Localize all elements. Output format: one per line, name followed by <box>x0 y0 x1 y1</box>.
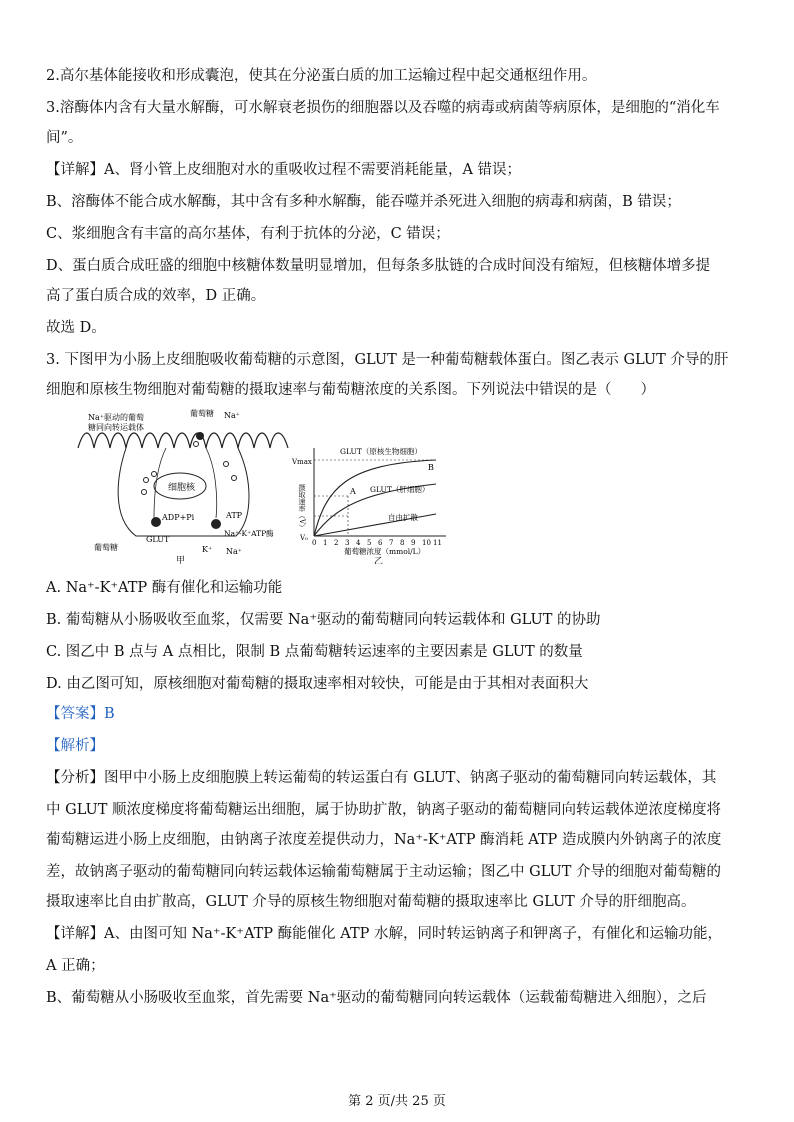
x-tick-label: 10 <box>422 539 431 547</box>
x-tick-label: 3 <box>345 539 350 547</box>
question-text: 细胞和原核生物细胞对葡萄糖的摄取速率与葡萄糖浓度的关系图。下列说法中错误的是（ ） <box>46 382 655 398</box>
text-line: 高了蛋白质合成的效率，D 正确。 <box>46 288 266 304</box>
x-tick-label: 1 <box>323 539 328 547</box>
option-c: C. 图乙中 B 点与 A 点相比，限制 B 点葡萄糖转运速率的主要因素是 GLUT 的数量 <box>46 644 583 660</box>
symporter-label-2: 糖同向转运载体 <box>88 423 144 432</box>
x-tick-label: 9 <box>411 539 416 547</box>
x-tick-label: 2 <box>334 539 339 547</box>
glucose-top-label: 葡萄糖 <box>190 409 214 418</box>
pump-label: Na⁺-K⁺ATP酶 <box>224 529 274 538</box>
adp-label: ADP+Pi <box>162 513 195 522</box>
text-line: C、浆细胞含有丰富的高尔基体，有利于抗体的分泌，C 错误； <box>46 226 450 242</box>
x-tick-label: 7 <box>389 539 394 547</box>
text-line: 【详解】A、肾小管上皮细胞对水的重吸收过程不需要消耗能量，A 错误； <box>46 162 522 178</box>
point-b-label: B <box>428 463 434 472</box>
curve-diffusion-label: 自由扩散 <box>388 513 418 522</box>
x-axis-label: 葡萄糖浓度（mmol/L） <box>344 547 426 556</box>
analysis-line: 摄取速率比自由扩散高，GLUT 介导的原核生物细胞对葡萄糖的摄取速率比 GLUT 介导的肝细胞高。 <box>46 894 696 910</box>
detail-line: 【详解】A、由图可知 Na⁺-K⁺ATP 酶能催化 ATP 水解，同时转运钠离子和钾离子，有催化和运输功能， <box>46 926 722 942</box>
text-line: 故选 D。 <box>46 320 106 336</box>
answer-heading: 【答案】B <box>46 706 115 722</box>
x-tick-label: 4 <box>356 539 361 547</box>
x-tick-label: 5 <box>367 539 372 547</box>
membrane-top <box>78 433 288 448</box>
symporter-label: Na⁺驱动的葡萄 <box>88 413 144 422</box>
text-line: 间”。 <box>46 130 83 146</box>
x-tick-label: 6 <box>378 539 383 547</box>
analysis-line: 中 GLUT 顺浓度梯度将葡萄糖运出细胞，属于协助扩散，钠离子驱动的葡萄糖同向转运载体逆浓度梯度将 <box>46 802 722 818</box>
atp-label: ATP <box>226 511 243 520</box>
point-a-label: A <box>350 487 356 496</box>
x-tick-label: 8 <box>400 539 405 547</box>
v0-label: V₀ <box>300 534 308 542</box>
figure-jia-yi <box>76 408 448 564</box>
nucleus-label: 细胞核 <box>168 483 196 493</box>
page-number: 第 2 页/共 25 页 <box>348 1094 446 1109</box>
pump-shape <box>211 519 221 529</box>
text-line: B、溶酶体不能合成水解酶，其中含有多种水解酶，能吞噬并杀死进入细胞的病毒和病菌，B 错误； <box>46 194 681 210</box>
analysis-line: 差，故钠离子驱动的葡萄糖同向转运载体运输葡萄糖属于主动运输；图乙中 GLUT 介导的细胞对葡萄糖的 <box>46 864 722 880</box>
vmax-label: Vmax <box>292 458 312 466</box>
option-a: A. Na⁺-K⁺ATP 酶有催化和运输功能 <box>46 580 283 596</box>
y-axis-label: 摄取速率（V） <box>298 484 306 532</box>
text-line: 3.溶酶体内含有大量水解酶，可水解衰老损伤的细胞器以及吞噬的病毒或病菌等病原体，是细胞的“消化车 <box>46 100 720 116</box>
detail-line: A 正确； <box>46 958 105 974</box>
analysis-line: 葡萄糖运进小肠上皮细胞，由钠离子浓度差提供动力，Na⁺-K⁺ATP 酶消耗 ATP 造成膜内外钠离子的浓度 <box>46 832 722 848</box>
glucose-bottom-label: 葡萄糖 <box>94 543 118 552</box>
symporter-shape <box>196 432 204 440</box>
analysis-heading: 【解析】 <box>46 738 104 754</box>
x-tick-label: 11 <box>433 539 442 547</box>
glut-shape <box>151 517 161 527</box>
curve-liver-label: GLUT（肝细胞） <box>370 485 430 494</box>
text-line: D、蛋白质合成旺盛的细胞中核糖体数量明显增加，但每条多肽链的合成时间没有缩短，但核糖体增多提 <box>46 258 711 274</box>
caption-yi: 乙 <box>374 557 384 564</box>
question-text: 3. 下图甲为小肠上皮细胞吸收葡萄糖的示意图，GLUT 是一种葡萄糖载体蛋白。图乙表示 GLUT 介导的肝 <box>46 352 729 368</box>
na-top-label: Na⁺ <box>224 411 240 420</box>
k-label: K⁺ <box>202 545 213 554</box>
glut-label: GLUT <box>146 535 170 544</box>
na-bottom-label: Na⁺ <box>226 547 242 556</box>
analysis-line: 【分析】图甲中小肠上皮细胞膜上转运葡萄的转运蛋白有 GLUT、钠离子驱动的葡萄糖同向转运载体，其 <box>46 770 717 786</box>
x-tick-label: 0 <box>312 539 317 547</box>
x-ticks <box>312 539 442 547</box>
text-line: 2.高尔基体能接收和形成囊泡，使其在分泌蛋白质的加工运输过程中起交通枢纽作用。 <box>46 68 597 84</box>
curve-prokaryote-label: GLUT（原核生物细胞） <box>340 447 422 456</box>
option-b: B. 葡萄糖从小肠吸收至血浆，仅需要 Na⁺驱动的葡萄糖同向转运载体和 GLUT 的协助 <box>46 612 601 628</box>
option-d: D. 由乙图可知，原核细胞对葡萄糖的摄取速率相对较快，可能是由于其相对表面积大 <box>46 676 589 692</box>
detail-line: B、葡萄糖从小肠吸收至血浆，首先需要 Na⁺驱动的葡萄糖同向转运载体（运载葡萄糖进入细胞），之后 <box>46 990 707 1006</box>
caption-jia: 甲 <box>176 556 186 564</box>
